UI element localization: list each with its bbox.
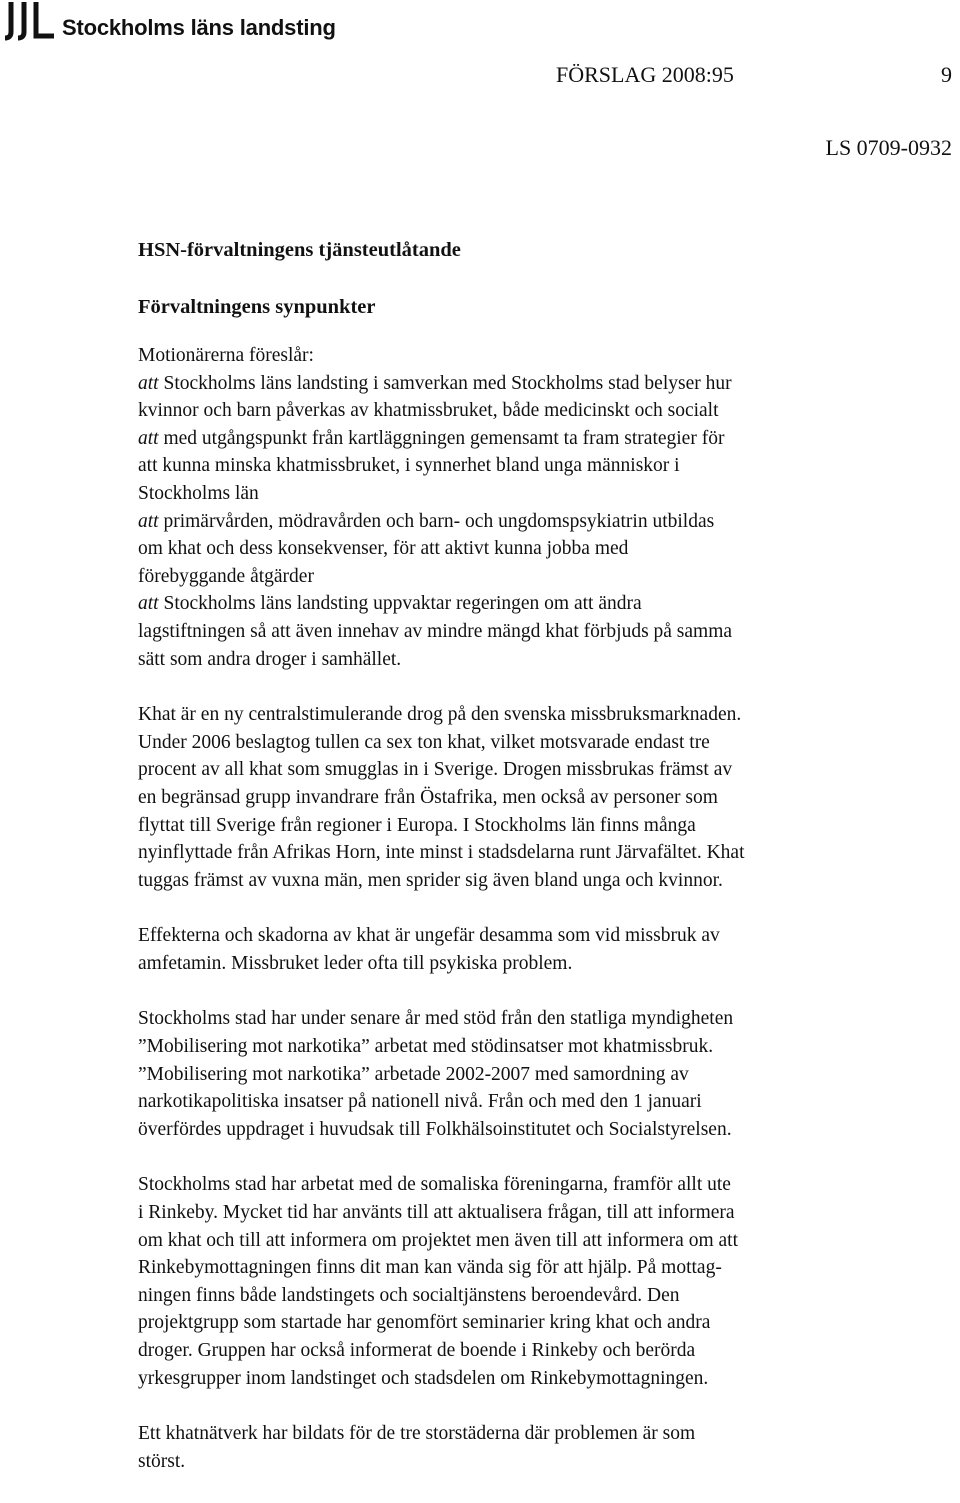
sll-logo-mark-icon [2, 2, 56, 44]
proposal-line: förebyggande åtgärder [138, 565, 314, 587]
document-body [138, 235, 938, 1503]
proposal-line [138, 590, 938, 618]
paragraph-mobilisering [138, 1005, 938, 1143]
paragraph-line: procent av all khat som smugglas in i Sverige. Drogen missbrukas främst av [138, 759, 733, 781]
proposal-lead: att [138, 593, 159, 615]
proposal-lead: att [138, 510, 159, 532]
proposals-block [138, 342, 938, 673]
paragraph-line: Stockholms stad har arbetat med de somaliska föreningarna, framför allt ute [138, 1174, 731, 1196]
paragraph-line: droger. Gruppen har också informerat de boende i Rinkeby och berörda [138, 1340, 696, 1361]
page-number: 9 [941, 62, 952, 87]
paragraph-network [138, 1420, 938, 1475]
proposal-text: med utgångspunkt från kartläggningen gemensamt ta fram strategier för [158, 427, 725, 449]
paragraph-line: nyinflyttade från Afrikas Horn, inte minst i stadsdelarna runt Järvafältet. Khat [138, 842, 745, 864]
main-heading: HSN-förvaltningens tjänsteutlåtande [138, 239, 461, 261]
paragraph-rinkeby [138, 1171, 938, 1392]
paragraph-line: projektgrupp som startade har genomfört seminarier kring khat och andra [138, 1312, 711, 1334]
paragraph-line: Rinkebymottagningen finns dit man kan vända sig för att hjälp. På mottag- [138, 1257, 722, 1279]
paragraph-line: tuggas främst av vuxna män, men sprider sig även bland unga och kvinnor. [138, 869, 723, 891]
proposal-line [138, 508, 938, 536]
paragraph-line: en begränsad grupp invandrare från Östafrika, men också av personer som [138, 786, 718, 808]
paragraph-line: störst. [138, 1450, 186, 1472]
paragraph-line: amfetamin. Missbruket leder ofta till psykiska problem. [138, 952, 573, 974]
paragraph-line: om khat och till att informera om projektet men även till att informera om att [138, 1229, 738, 1251]
paragraph-line: ”Mobilisering mot narkotika” arbetade 2002-2007 med samordning av [138, 1063, 689, 1085]
paragraph-line: yrkesgrupper inom landstinget och stadsdelen om Rinkebymottagningen. [138, 1367, 709, 1389]
paragraph-line: överfördes uppdraget i huvudsak till Folkhälsoinstitutet och Socialstyrelsen. [138, 1118, 732, 1140]
paragraph-line: i Rinkeby. Mycket tid har använts till att aktualisera frågan, till att informera [138, 1202, 735, 1224]
paragraph-line: Khat är en ny centralstimulerande drog på den svenska missbruksmarknaden. [138, 704, 742, 726]
proposal-line [138, 370, 938, 398]
paragraph-khat-market [138, 701, 938, 894]
document-id: FÖRSLAG 2008:95 [556, 62, 734, 87]
proposal-text: Stockholms läns landsting uppvaktar regeringen om att ändra [158, 593, 642, 615]
proposal-lead: att [138, 427, 159, 449]
proposal-line: Stockholms län [138, 482, 259, 504]
proposal-lead: att [138, 372, 159, 394]
paragraph-line: Under 2006 beslagtog tullen ca sex ton khat, vilket motsvarade endast tre [138, 731, 710, 753]
paragraph-line: flyttat till Sverige från regioner i Europa. I Stockholms län finns många [138, 814, 696, 836]
paragraph-effects [138, 922, 938, 977]
proposal-line: kvinnor och barn påverkas av khatmissbruket, både medicinskt och socialt [138, 400, 719, 422]
paragraph-line: Ett khatnätverk har bildats för de tre storstäderna där problemen är som [138, 1423, 696, 1445]
proposal-text: primärvården, mödravården och barn- och ungdomspsykiatrin utbildas [158, 510, 715, 532]
proposal-line: om khat och dess konsekvenser, för att aktivt kunna jobba med [138, 538, 629, 560]
proposal-line: sätt som andra droger i samhället. [138, 648, 402, 670]
paragraph-line: Effekterna och skadorna av khat är ungefär desamma som vid missbruk av [138, 925, 720, 947]
sll-logo [2, 2, 336, 44]
paragraph-line: ”Mobilisering mot narkotika” arbetat med stödinsatser mot khatmissbruk. [138, 1036, 714, 1058]
proposal-text: Stockholms läns landsting i samverkan med Stockholms stad belyser hur [158, 372, 732, 394]
section-heading: Förvaltningens synpunkter [138, 296, 376, 318]
logo-text: Stockholms läns landsting [62, 15, 336, 40]
paragraph-line: Stockholms stad har under senare år med stöd från den statliga myndigheten [138, 1008, 734, 1030]
paragraph-line: ningen finns både landstingets och socialtjänstens beroendevård. Den [138, 1284, 680, 1306]
proposal-line [138, 425, 938, 453]
proposals-intro: Motionärerna föreslår: [138, 345, 314, 366]
proposal-line: lagstiftningen så att även innehav av mindre mängd khat förbjuds på samma [138, 620, 733, 642]
paragraph-line: narkotikapolitiska insatser på nationell nivå. Från och med den 1 januari [138, 1091, 702, 1113]
reference-number: LS 0709-0932 [825, 135, 952, 160]
proposal-line: att kunna minska khatmissbruket, i synnerhet bland unga människor i [138, 455, 680, 477]
